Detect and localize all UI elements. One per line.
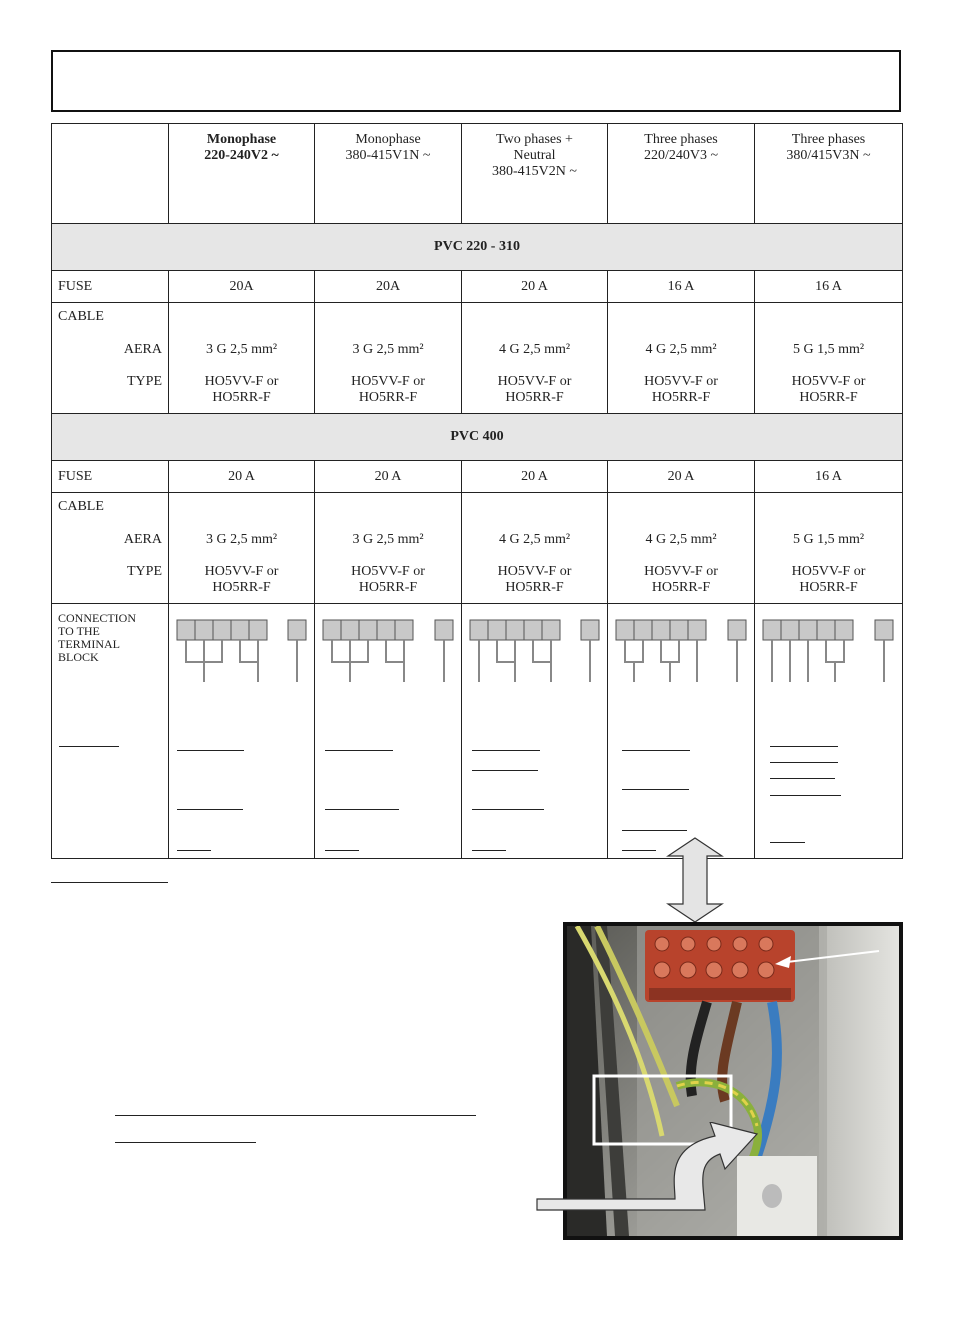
cable-label: CABLE [58,499,104,514]
col-header-0: Monophase 220-240V2 ~ [169,124,315,224]
fuse-label: FUSE [52,461,169,493]
fuse-row [52,271,903,303]
fuse-value: 20 A [462,461,608,493]
header-corner [52,124,169,224]
cable-type: HO5VV-F or HO5RR-F [497,374,572,405]
header-row [52,124,903,224]
curved-arrow-icon [535,1122,765,1212]
connection-cell [315,604,462,859]
cable-type: HO5VV-F or HO5RR-F [791,564,866,595]
terminal-diagram-monophase-1 [169,604,315,858]
fuse-value: 20 A [169,461,315,493]
cable-cell [462,493,608,604]
cable-cell [755,493,903,604]
cable-type: HO5VV-F or HO5RR-F [644,374,718,405]
cable-spec-table [51,123,903,859]
fuse-value: 20 A [608,461,755,493]
terminal-diagram-monophase-2 [315,604,462,858]
blank-line [115,1142,256,1143]
blank-line [51,882,168,883]
fuse-value: 16 A [755,271,903,303]
cable-row [52,493,903,604]
connection-cell [462,604,608,859]
cable-area: 4 G 2,5 mm² [498,342,571,357]
connection-row [52,604,903,859]
fuse-value: 16 A [608,271,755,303]
cable-cell [755,303,903,414]
cable-cell [315,493,462,604]
cable-area: 3 G 2,5 mm² [352,532,424,547]
blank-line [59,746,119,747]
connection-cell [169,604,315,859]
cable-label-cell [52,493,169,604]
cable-cell [315,303,462,414]
cable-area: 4 G 2,5 mm² [498,532,571,547]
title-box [51,50,901,112]
fuse-value: 20 A [315,461,462,493]
connection-cell [608,604,755,859]
fuse-value: 20A [169,271,315,303]
cable-label: CABLE [58,309,104,324]
col-header-1: Monophase 380-415V1N ~ [315,124,462,224]
cable-type: HO5VV-F or HO5RR-F [204,374,279,405]
cable-area: 4 G 2,5 mm² [645,342,717,357]
section-title: PVC 400 [52,414,903,461]
cable-area: 3 G 2,5 mm² [205,532,278,547]
cable-area: 3 G 2,5 mm² [205,342,278,357]
fuse-value: 16 A [755,461,903,493]
col-header-2: Two phases + Neutral 380-415V2N ~ [462,124,608,224]
cable-area: 5 G 1,5 mm² [792,532,865,547]
aera-label: AERA [123,532,162,547]
col-header-4: Three phases 380/415V3N ~ [755,124,903,224]
cable-type: HO5VV-F or HO5RR-F [497,564,572,595]
cable-area: 4 G 2,5 mm² [645,532,717,547]
blank-line [115,1115,476,1116]
cable-label-cell [52,303,169,414]
fuse-row [52,461,903,493]
cable-area: 5 G 1,5 mm² [792,342,865,357]
fuse-label: FUSE [52,271,169,303]
cable-type: HO5VV-F or HO5RR-F [791,374,866,405]
cable-type: HO5VV-F or HO5RR-F [204,564,279,595]
aera-label: AERA [123,342,162,357]
col-header-3: Three phases 220/240V3 ~ [608,124,755,224]
connection-label-cell [52,604,169,859]
cable-cell [608,303,755,414]
section-title: PVC 220 - 310 [52,224,903,271]
cable-type: HO5VV-F or HO5RR-F [644,564,718,595]
cable-type: HO5VV-F or HO5RR-F [351,564,425,595]
terminal-diagram-three-phases-380 [755,604,903,858]
connection-label: CONNECTION TO THE TERMINAL BLOCK [58,611,136,664]
cable-cell [169,303,315,414]
connection-cell [755,604,903,859]
cable-cell [608,493,755,604]
cable-area: 3 G 2,5 mm² [352,342,424,357]
cable-row [52,303,903,414]
type-label: TYPE [127,564,162,579]
fuse-value: 20A [315,271,462,303]
cable-cell [169,493,315,604]
cable-type: HO5VV-F or HO5RR-F [351,374,425,405]
terminal-diagram-three-phases-220 [608,604,755,858]
cable-cell [462,303,608,414]
double-arrow-icon [660,836,730,926]
type-label: TYPE [127,374,162,389]
fuse-value: 20 A [462,271,608,303]
terminal-diagram-two-phases [462,604,608,858]
